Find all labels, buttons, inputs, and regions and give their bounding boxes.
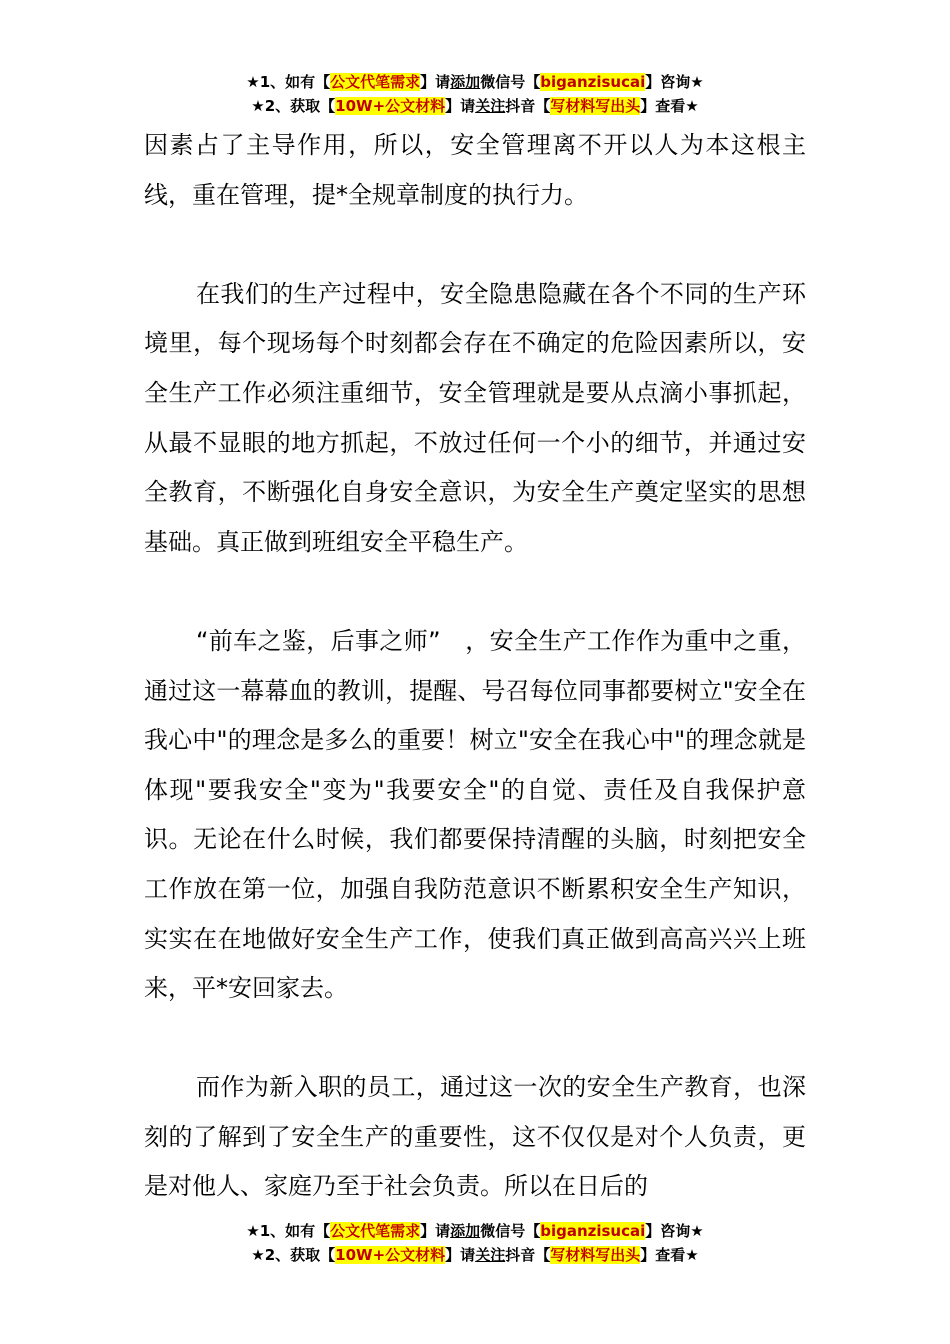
banner-line-1: ★1、如有【公文代笔需求】请添加微信号【biganzisucai】咨询★ [246,1222,704,1240]
paragraph-gap [144,1014,806,1064]
highlight-wechat-id: biganzisucai [540,73,646,91]
star-icon: ★ [690,73,704,91]
star-icon: ★ [251,97,265,115]
star-icon: ★ [246,73,260,91]
highlight-service: 公文代笔需求 [330,1222,421,1240]
header-banner [0,70,950,118]
star-icon: ★ [685,97,699,115]
paragraph-gap [144,220,806,270]
highlight-douyin-name: 写材料写出头 [550,1246,641,1264]
star-icon: ★ [685,1246,699,1264]
star-icon: ★ [690,1222,704,1240]
highlight-materials: 10W+公文材料 [335,1246,446,1264]
footer-banner [0,1219,950,1267]
highlight-douyin-name: 写材料写出头 [550,97,641,115]
paragraph-4: 而作为新入职的员工，通过这一次的安全生产教育，也深刻的了解到了安全生产的重要性，这不仅仅是对个人负责，更是对他人、家庭乃至于社会负责。所以在日后的 [144,1073,806,1201]
highlight-wechat-id: biganzisucai [540,1222,646,1240]
banner-line-1: ★1、如有【公文代笔需求】请添加微信号【biganzisucai】咨询★ [246,73,704,91]
document-body [144,121,806,1212]
paragraph-3: “前车之鉴，后事之师” ，安全生产工作作为重中之重，通过这一幕幕血的教训，提醒、号召每位同事都要树立"安全在我心中"的理念是多么的重要！树立"安全在我心中"的理念就是体现"要我安全"变为"我要安全"的自觉、责任及自我保护意识。无论在什么时候，我们都要保持清醒的头脑，时刻把安全工作放在第一位，加强自我防范意识不断累积安全生产知识，实实在在地做好安全生产工作，使我们真正做到高高兴兴上班来，平*安回家去。 [144,626,806,1003]
star-icon: ★ [251,1246,265,1264]
paragraph-1: 因素占了主导作用，所以，安全管理离不开以人为本这根主线，重在管理，提*全规章制度的执行力。 [144,131,806,209]
paragraph-gap [144,567,806,617]
star-icon: ★ [246,1222,260,1240]
paragraph-2: 在我们的生产过程中，安全隐患隐藏在各个不同的生产环境里，每个现场每个时刻都会存在不确定的危险因素所以，安全生产工作必须注重细节，安全管理就是要从点滴小事抓起，从最不显眼的地方抓起，不放过任何一个小的细节，并通过安全教育，不断强化自身安全意识，为安全生产奠定坚实的思想基础。真正做到班组安全平稳生产。 [144,279,806,556]
highlight-service: 公文代笔需求 [330,73,421,91]
banner-line-2: ★2、获取【10W+公文材料】请关注抖音【写材料写出头】查看★ [251,97,699,115]
highlight-materials: 10W+公文材料 [335,97,446,115]
banner-line-2: ★2、获取【10W+公文材料】请关注抖音【写材料写出头】查看★ [251,1246,699,1264]
